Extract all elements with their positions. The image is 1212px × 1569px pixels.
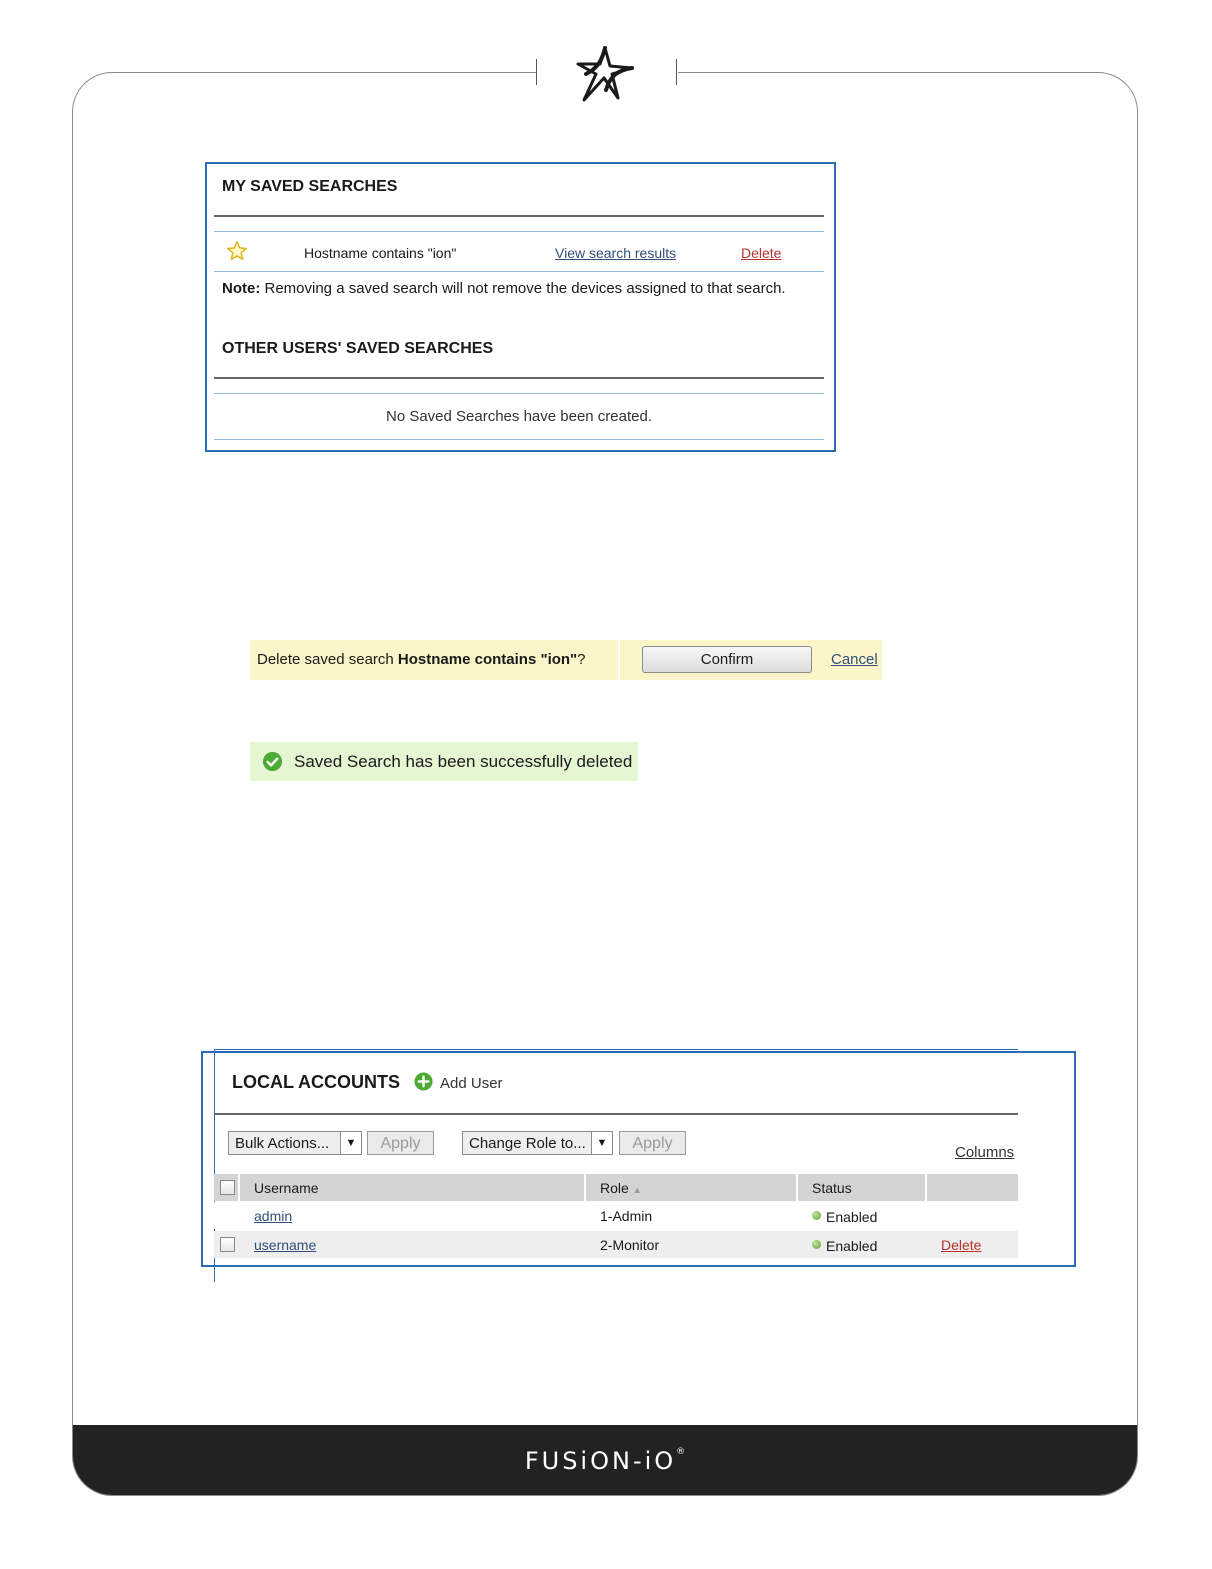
panel-top-line <box>214 1049 1018 1050</box>
bulk-actions-selected: Bulk Actions... <box>235 1135 330 1152</box>
footer-band <box>73 1425 1137 1495</box>
fusion-io-logo-icon <box>572 40 638 106</box>
select-all-checkbox[interactable] <box>220 1180 235 1195</box>
success-message: Saved Search has been successfully deleted <box>294 752 633 771</box>
local-accounts-title: LOCAL ACCOUNTS <box>232 1072 400 1092</box>
cancel-link[interactable]: Cancel <box>831 651 878 668</box>
row-divider <box>214 271 824 272</box>
status-enabled-icon <box>812 1240 821 1249</box>
role-value: 2-Monitor <box>600 1237 660 1253</box>
add-user-link[interactable]: Add User <box>440 1075 503 1092</box>
header-tick-right <box>676 59 677 85</box>
header-tick-left <box>536 59 537 85</box>
view-search-results-link[interactable]: View search results <box>555 245 677 261</box>
success-message-bar <box>250 742 638 781</box>
dropdown-arrow-icon: ▼ <box>591 1132 612 1154</box>
accounts-table-header <box>214 1174 1018 1201</box>
status-column-header[interactable]: Status <box>812 1180 852 1196</box>
check-circle-icon <box>262 751 283 772</box>
bulk-actions-select[interactable] <box>228 1131 362 1155</box>
section-rule <box>214 215 824 217</box>
row-divider <box>214 439 824 440</box>
column-separator <box>238 1174 240 1201</box>
fusion-io-logo: FUSiON-iO® <box>524 1447 686 1475</box>
delete-confirm-prompt: Delete saved search Hostname contains "ion"? <box>257 651 586 668</box>
my-saved-searches-title: MY SAVED SEARCHES <box>222 178 398 195</box>
saved-search-name: Hostname contains "ion" <box>304 245 457 261</box>
table-row <box>214 1202 1018 1229</box>
row-divider <box>214 231 824 232</box>
add-user-icon[interactable] <box>414 1072 433 1091</box>
dropdown-arrow-icon: ▼ <box>340 1132 361 1154</box>
note-body: Removing a saved search will not remove the devices assigned to that search. <box>260 280 786 297</box>
saved-searches-panel <box>205 162 836 452</box>
role-column-header[interactable]: Role ▲ <box>600 1180 642 1196</box>
star-icon[interactable] <box>226 240 248 262</box>
column-separator <box>584 1174 586 1201</box>
status-enabled-icon <box>812 1211 821 1220</box>
status-value: Enabled <box>826 1209 878 1225</box>
note-label: Note: <box>222 280 261 297</box>
empty-saved-searches-message: No Saved Searches have been created. <box>385 408 652 425</box>
delete-saved-search-link[interactable]: Delete <box>741 245 782 261</box>
username-link[interactable]: admin <box>254 1208 293 1224</box>
note-text <box>222 280 786 297</box>
sort-ascending-icon: ▲ <box>632 1185 642 1195</box>
delete-user-link[interactable]: Delete <box>941 1237 982 1253</box>
search-name: Hostname contains "ion" <box>397 651 578 668</box>
username-column-header[interactable]: Username <box>254 1180 319 1196</box>
username-link[interactable]: username <box>254 1237 317 1253</box>
row-checkbox[interactable] <box>220 1237 235 1252</box>
change-role-selected: Change Role to... <box>469 1135 586 1152</box>
change-role-select[interactable] <box>462 1131 613 1155</box>
row-divider <box>214 393 824 394</box>
role-value: 1-Admin <box>600 1208 653 1224</box>
table-row <box>214 1231 1018 1258</box>
bulk-apply-button[interactable]: Apply <box>367 1131 434 1155</box>
section-rule <box>214 1113 1018 1115</box>
column-separator <box>925 1174 927 1201</box>
delete-confirm-bar <box>250 640 882 680</box>
status-value: Enabled <box>826 1238 878 1254</box>
saved-search-row <box>214 234 824 271</box>
role-apply-button[interactable]: Apply <box>619 1131 686 1155</box>
column-separator <box>796 1174 798 1201</box>
confirm-divider <box>618 640 620 680</box>
section-rule <box>214 377 824 379</box>
confirm-button[interactable]: Confirm <box>642 646 812 673</box>
other-users-saved-searches-title: OTHER USERS' SAVED SEARCHES <box>222 340 494 357</box>
columns-link[interactable]: Columns <box>955 1144 1015 1161</box>
